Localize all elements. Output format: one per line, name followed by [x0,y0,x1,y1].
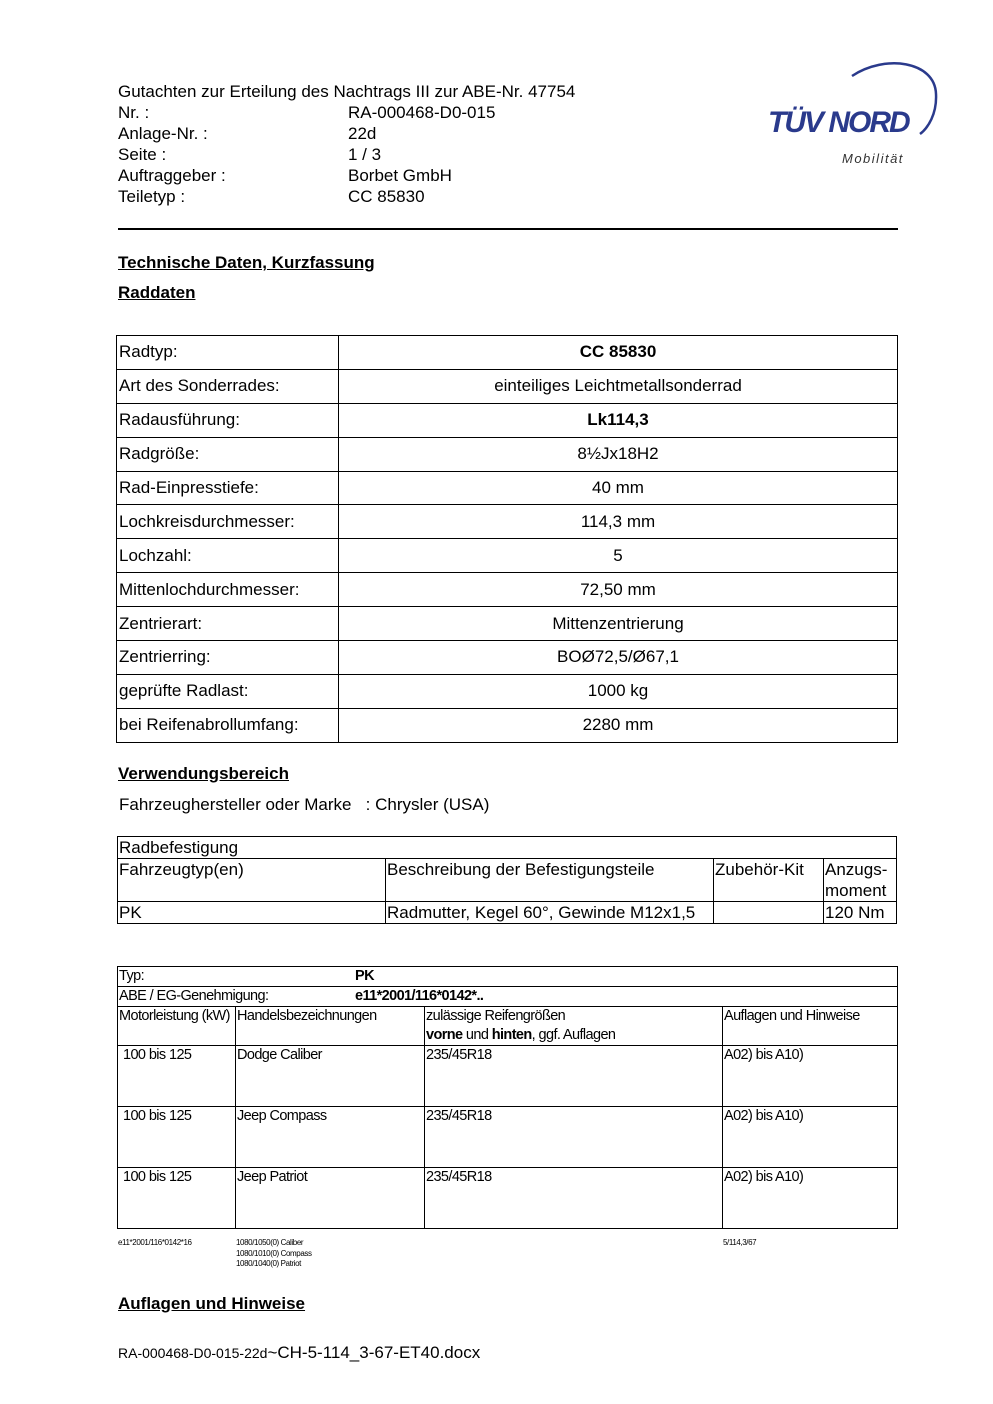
table-row: Lochkreisdurchmesser: 114,3 mm [117,505,898,539]
section-auflagen: Auflagen und Hinweise [118,1294,306,1313]
table-row: 100 bis 125 Jeep Compass 235/45R18 A02) bis A10) [118,1107,898,1168]
header-divider [118,228,898,230]
table-row: 100 bis 125 Dodge Caliber 235/45R18 A02) bis A10) [118,1046,898,1107]
table-row: Radbefestigung [118,837,897,859]
header-row: Anlage-Nr. : 22d [118,124,377,143]
table-row: Radausführung: Lk114,3 [117,403,898,437]
footer-filename: RA-000468-D0-015-22d~CH-5-114_3-67-ET40.docx [118,1343,481,1362]
table-row: Art des Sonderrades: einteiliges Leichtmetallsonderrad [117,369,898,403]
typ-table [117,966,898,1229]
header-row: Nr. : RA-000468-D0-015 [118,103,496,122]
table-row: Typ: PK [118,967,898,987]
raddaten-table [116,335,898,743]
table-row: Mittenlochdurchmesser: 72,50 mm [117,573,898,607]
table-row: Zentrierring: BOØ72,5/Ø67,1 [117,641,898,675]
logo-brand: TÜV NORD [768,106,909,139]
section-technische-daten: Technische Daten, Kurzfassung [118,253,375,272]
logo-subtitle: Mobilität [842,151,904,166]
lk-note: 5/114,3/67 [723,1238,757,1247]
header-row: Teiletyp : CC 85830 [118,187,425,206]
document-header [118,81,575,207]
section-verwendungsbereich: Verwendungsbereich [118,764,289,783]
header-row: Seite : 1 / 3 [118,145,382,164]
table-row: geprüfte Radlast: 1000 kg [117,674,898,708]
table-header-row: Fahrzeugtyp(en) Beschreibung der Befestigungsteile Zubehör-Kit Anzugs-moment [118,859,897,902]
table-row: Radtyp: CC 85830 [117,336,898,370]
table-row: Zentrierart: Mittenzentrierung [117,607,898,641]
tuv-nord-logo [760,56,940,176]
table-row: 100 bis 125 Jeep Patriot 235/45R18 A02) bis A10) [118,1168,898,1229]
radbefestigung-table [117,836,897,924]
table-row: ABE / EG-Genehmigung: e11*2001/116*0142*.. [118,987,898,1007]
code-notes: 1080/1050(0) Caliber 1080/1010(0) Compass 1080/1040(0) Patriot [236,1238,312,1268]
abe-note: e11*2001/116*0142*16 [118,1238,192,1247]
document-title: Gutachten zur Erteilung des Nachtrags III zur ABE-Nr. 47754 [118,82,576,101]
table-row: bei Reifenabrollumfang: 2280 mm [117,708,898,742]
table-row: Lochzahl: 5 [117,539,898,573]
table-header-row: Motorleistung (kW) Handelsbezeichnungen zulässige Reifengrößen vorne und hinten, ggf. Auflagen Auflagen und Hinweise [118,1007,898,1046]
section-raddaten: Raddaten [118,283,196,302]
table-row: PK Radmutter, Kegel 60°, Gewinde M12x1,5 120 Nm [118,902,897,924]
fahrzeughersteller-line: Fahrzeughersteller oder Marke : Chrysler (USA) [119,795,490,814]
header-row: Auftraggeber : Borbet GmbH [118,166,452,185]
table-row: Rad-Einpresstiefe: 40 mm [117,471,898,505]
table-row: Radgröße: 8½Jx18H2 [117,437,898,471]
